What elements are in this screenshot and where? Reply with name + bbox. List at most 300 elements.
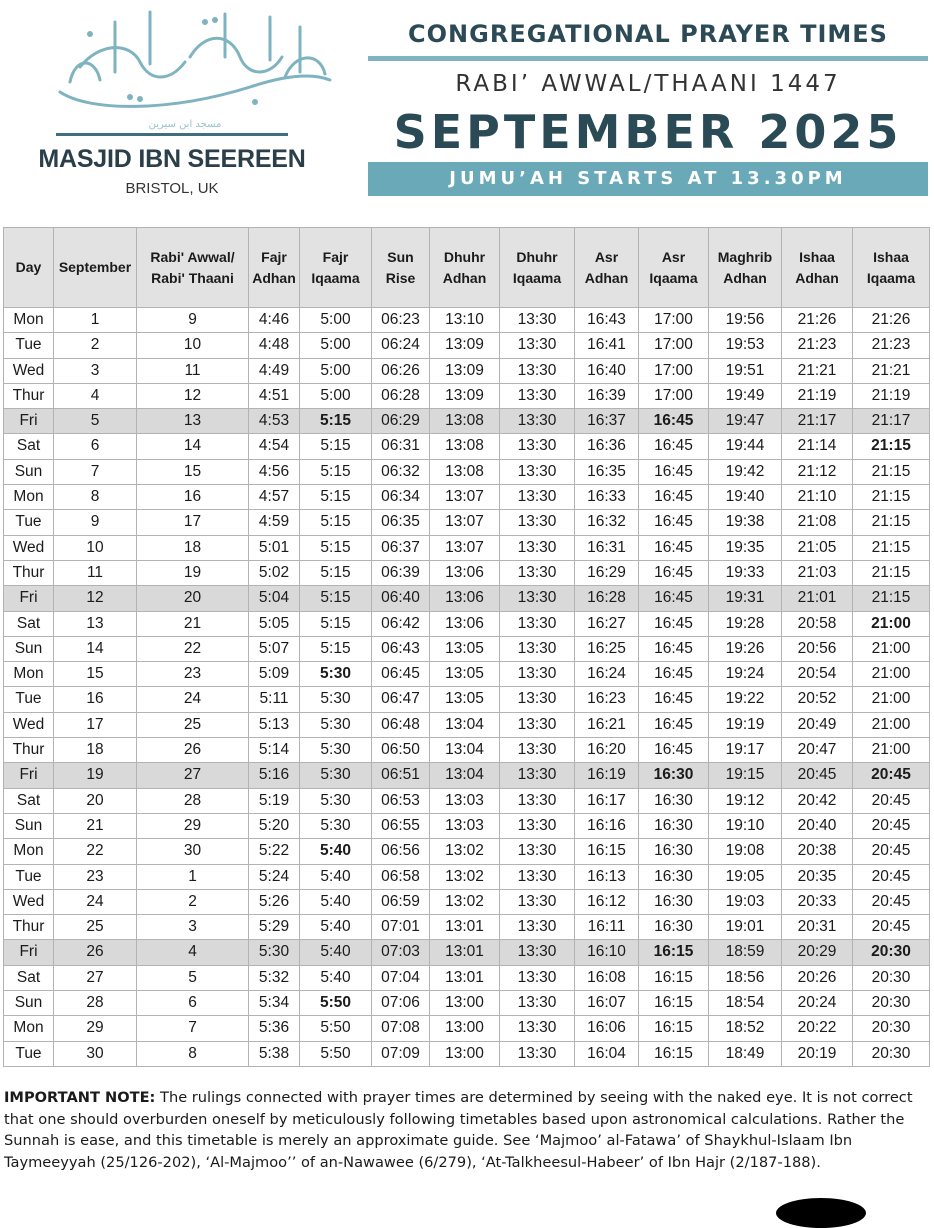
table-cell: 29 (54, 1016, 137, 1041)
table-cell: 11 (137, 358, 249, 383)
table-cell: 5:15 (300, 459, 372, 484)
table-cell: 06:50 (372, 738, 430, 763)
table-cell: 16:39 (575, 383, 639, 408)
table-cell: 21:26 (782, 308, 853, 333)
table-cell: 5:34 (249, 991, 300, 1016)
table-cell: 1 (137, 864, 249, 889)
table-cell: 5:29 (249, 915, 300, 940)
table-cell: 16:17 (575, 788, 639, 813)
table-cell: 19:51 (709, 358, 782, 383)
table-cell: 16:16 (575, 813, 639, 838)
table-cell: 21:14 (782, 434, 853, 459)
table-row (4, 333, 930, 358)
table-cell: Wed (4, 889, 54, 914)
table-cell: 20:30 (853, 965, 930, 990)
table-cell: 5:09 (249, 662, 300, 687)
table-cell: 20:29 (782, 940, 853, 965)
table-cell: 18:56 (709, 965, 782, 990)
table-cell: 06:37 (372, 535, 430, 560)
table-row (4, 687, 930, 712)
table-cell: 16:30 (639, 915, 709, 940)
table-cell: 13:30 (500, 763, 575, 788)
table-cell: Thur (4, 560, 54, 585)
table-cell: 16:25 (575, 636, 639, 661)
table-cell: 13:01 (430, 915, 500, 940)
table-cell: 22 (54, 839, 137, 864)
table-cell: 16:45 (639, 738, 709, 763)
column-header: Ishaa Adhan (782, 228, 853, 308)
table-cell: Thur (4, 915, 54, 940)
table-cell: 21:00 (853, 611, 930, 636)
table-cell: Tue (4, 864, 54, 889)
table-cell: 13:06 (430, 611, 500, 636)
table-cell: 4:57 (249, 485, 300, 510)
table-cell: 20:45 (853, 813, 930, 838)
table-cell: 5:40 (300, 839, 372, 864)
column-header: September (54, 228, 137, 308)
table-cell: 13:07 (430, 485, 500, 510)
table-cell: 4:46 (249, 308, 300, 333)
table-cell: 13:00 (430, 1041, 500, 1066)
table-cell: 20:22 (782, 1016, 853, 1041)
table-cell: 18:59 (709, 940, 782, 965)
table-cell: 13:30 (500, 813, 575, 838)
table-cell: 1 (54, 308, 137, 333)
table-cell: Sat (4, 611, 54, 636)
table-cell: 16:45 (639, 611, 709, 636)
table-cell: 10 (54, 535, 137, 560)
table-cell: 5:15 (300, 485, 372, 510)
table-cell: Tue (4, 687, 54, 712)
table-cell: 20:30 (853, 1041, 930, 1066)
table-cell: 25 (137, 712, 249, 737)
table-cell: 5:13 (249, 712, 300, 737)
table-cell: 4:48 (249, 333, 300, 358)
table-cell: 19:24 (709, 662, 782, 687)
table-cell: Tue (4, 1041, 54, 1066)
table-cell: 5:15 (300, 535, 372, 560)
table-cell: 19:53 (709, 333, 782, 358)
table-cell: 8 (54, 485, 137, 510)
table-cell: 20:26 (782, 965, 853, 990)
table-cell: 06:40 (372, 586, 430, 611)
table-cell: 21 (54, 813, 137, 838)
table-cell: 16:20 (575, 738, 639, 763)
table-cell: 16:45 (639, 662, 709, 687)
table-cell: 19:47 (709, 409, 782, 434)
table-cell: 5:40 (300, 940, 372, 965)
table-cell: 13:06 (430, 560, 500, 585)
table-cell: 5:00 (300, 358, 372, 383)
table-cell: 18:54 (709, 991, 782, 1016)
table-cell: 13:07 (430, 510, 500, 535)
table-cell: 13:30 (500, 864, 575, 889)
table-cell: 27 (54, 965, 137, 990)
table-row (4, 535, 930, 560)
table-cell: 8 (137, 1041, 249, 1066)
table-cell: 13:10 (430, 308, 500, 333)
table-cell: 24 (54, 889, 137, 914)
table-cell: Mon (4, 662, 54, 687)
table-cell: 06:59 (372, 889, 430, 914)
table-cell: 20:30 (853, 991, 930, 1016)
table-cell: 13:30 (500, 965, 575, 990)
table-cell: 5:00 (300, 333, 372, 358)
column-header: Asr Adhan (575, 228, 639, 308)
table-cell: 19:44 (709, 434, 782, 459)
table-cell: 16:11 (575, 915, 639, 940)
table-cell: 5:15 (300, 434, 372, 459)
table-cell: 13:04 (430, 738, 500, 763)
table-cell: 5:02 (249, 560, 300, 585)
table-cell: 13:01 (430, 940, 500, 965)
table-cell: 16:32 (575, 510, 639, 535)
note-text: The rulings connected with prayer times are determined by seeing with the naked eye. It is not correct that one should overburden oneself by meticulously following timetables based upon astronomical calculations. Rather the Sunnah is ease, and this timetable is merely an approximate guide. See ‘Majmoo’ al-Fatawa’ of Shaykhul-Islaam Ibn Taymeeyyah (25/126-202), ‘Al-Majmoo’’ of an-Nawawee (6/279), ‘At-Talkheesul-Habeer’ of Ibn Hajr (2/187-188). (4, 1089, 913, 1171)
table-cell: 16:45 (639, 485, 709, 510)
table-cell: 5:40 (300, 889, 372, 914)
column-header: Asr Iqaama (639, 228, 709, 308)
table-cell: 16:45 (639, 560, 709, 585)
table-row (4, 459, 930, 484)
table-cell: 16:45 (639, 687, 709, 712)
table-cell: 21:19 (782, 383, 853, 408)
table-cell: Wed (4, 535, 54, 560)
table-cell: 13:09 (430, 333, 500, 358)
table-cell: 18 (54, 738, 137, 763)
table-cell: 16:30 (639, 864, 709, 889)
page-title: CONGREGATIONAL PRAYER TIMES (408, 20, 888, 48)
header (0, 0, 934, 222)
table-cell: 12 (54, 586, 137, 611)
table-cell: Mon (4, 308, 54, 333)
column-header: Fajr Iqaama (300, 228, 372, 308)
table-cell: 16:30 (639, 788, 709, 813)
table-cell: 20:58 (782, 611, 853, 636)
table-cell: 4 (54, 383, 137, 408)
logo-arabic-text: مسجد ابن سيرين (148, 119, 222, 130)
table-cell: 13:02 (430, 839, 500, 864)
table-cell: 5:11 (249, 687, 300, 712)
table-cell: 16:45 (639, 535, 709, 560)
table-cell: 16 (137, 485, 249, 510)
table-cell: 06:26 (372, 358, 430, 383)
table-cell: 16:15 (639, 991, 709, 1016)
table-cell: 06:45 (372, 662, 430, 687)
table-cell: 5:14 (249, 738, 300, 763)
table-cell: 9 (137, 308, 249, 333)
prayer-times-table (3, 227, 930, 1067)
table-cell: 19:38 (709, 510, 782, 535)
table-cell: 19:49 (709, 383, 782, 408)
table-cell: 13:01 (430, 965, 500, 990)
table-cell: 20:49 (782, 712, 853, 737)
table-cell: 5:24 (249, 864, 300, 889)
table-cell: 9 (54, 510, 137, 535)
table-cell: 13:30 (500, 839, 575, 864)
table-cell: 06:34 (372, 485, 430, 510)
table-cell: 17:00 (639, 333, 709, 358)
table-cell: 17 (137, 510, 249, 535)
table-cell: Tue (4, 510, 54, 535)
table-cell: 16:07 (575, 991, 639, 1016)
table-cell: 25 (54, 915, 137, 940)
table-cell: 21:05 (782, 535, 853, 560)
table-cell: 06:56 (372, 839, 430, 864)
table-cell: 13:07 (430, 535, 500, 560)
table-cell: 21:01 (782, 586, 853, 611)
column-header: Day (4, 228, 54, 308)
table-cell: 06:29 (372, 409, 430, 434)
table-cell: 20:45 (853, 864, 930, 889)
table-cell: 20:38 (782, 839, 853, 864)
table-cell: 16:13 (575, 864, 639, 889)
table-cell: 16:37 (575, 409, 639, 434)
table-row (4, 485, 930, 510)
column-header: Dhuhr Iqaama (500, 228, 575, 308)
table-cell: 13:05 (430, 687, 500, 712)
table-cell: 19:28 (709, 611, 782, 636)
table-cell: 17:00 (639, 358, 709, 383)
table-cell: 16:06 (575, 1016, 639, 1041)
table-cell: 13:30 (500, 308, 575, 333)
table-cell: 19:19 (709, 712, 782, 737)
jumuah-banner (368, 162, 928, 196)
table-cell: 5:36 (249, 1016, 300, 1041)
gregorian-month: SEPTEMBER 2025 (393, 105, 903, 159)
table-cell: 16:40 (575, 358, 639, 383)
table-cell: Sun (4, 459, 54, 484)
table-cell: 19:08 (709, 839, 782, 864)
table-cell: 06:48 (372, 712, 430, 737)
table-cell: 4:51 (249, 383, 300, 408)
table-cell: 21:17 (853, 409, 930, 434)
table-cell: 06:42 (372, 611, 430, 636)
table-cell: 16:41 (575, 333, 639, 358)
table-cell: Fri (4, 763, 54, 788)
table-cell: 13:06 (430, 586, 500, 611)
table-cell: 16:45 (639, 510, 709, 535)
table-cell: 19:05 (709, 864, 782, 889)
table-cell: 13 (54, 611, 137, 636)
table-cell: 12 (137, 383, 249, 408)
table-cell: 13:30 (500, 560, 575, 585)
table-cell: 5:30 (300, 712, 372, 737)
table-cell: Sun (4, 991, 54, 1016)
table-cell: 5:01 (249, 535, 300, 560)
masjid-logo (20, 2, 350, 132)
table-cell: 21:15 (853, 560, 930, 585)
table-cell: 20:47 (782, 738, 853, 763)
table-cell: 13:30 (500, 662, 575, 687)
table-cell: 5:19 (249, 788, 300, 813)
table-cell: 13:30 (500, 586, 575, 611)
table-cell: 3 (54, 358, 137, 383)
table-cell: 13:08 (430, 434, 500, 459)
table-row (4, 915, 930, 940)
table-body (4, 308, 930, 1067)
table-cell: 5:15 (300, 560, 372, 585)
table-cell: 16:29 (575, 560, 639, 585)
table-cell: 06:43 (372, 636, 430, 661)
table-cell: 21:21 (853, 358, 930, 383)
table-cell: 13:02 (430, 889, 500, 914)
table-cell: 17 (54, 712, 137, 737)
table-cell: 3 (137, 915, 249, 940)
table-cell: 13:30 (500, 991, 575, 1016)
table-cell: 5:30 (300, 763, 372, 788)
table-cell: 06:31 (372, 434, 430, 459)
table-cell: 20:40 (782, 813, 853, 838)
table-row (4, 813, 930, 838)
table-cell: 5 (137, 965, 249, 990)
table-cell: Sun (4, 636, 54, 661)
table-row (4, 991, 930, 1016)
table-row (4, 864, 930, 889)
prayer-times-table-wrap (3, 227, 930, 1067)
table-row (4, 940, 930, 965)
table-cell: 21:03 (782, 560, 853, 585)
table-cell: 16:12 (575, 889, 639, 914)
table-cell: 21:00 (853, 662, 930, 687)
table-cell: 5:30 (300, 788, 372, 813)
table-cell: 13:04 (430, 712, 500, 737)
table-cell: 06:51 (372, 763, 430, 788)
table-cell: 5:50 (300, 1041, 372, 1066)
table-cell: 19:12 (709, 788, 782, 813)
table-cell: 16:45 (639, 636, 709, 661)
table-cell: 06:47 (372, 687, 430, 712)
table-cell: 21 (137, 611, 249, 636)
masjid-city: BRISTOL, UK (125, 180, 219, 197)
table-cell: 11 (54, 560, 137, 585)
table-cell: 21:00 (853, 636, 930, 661)
table-cell: 13:30 (500, 611, 575, 636)
table-cell: 21:00 (853, 738, 930, 763)
table-cell: 19 (54, 763, 137, 788)
table-cell: 06:23 (372, 308, 430, 333)
table-cell: 13:05 (430, 662, 500, 687)
table-cell: 29 (137, 813, 249, 838)
table-row (4, 434, 930, 459)
table-cell: 2 (54, 333, 137, 358)
table-cell: 19:33 (709, 560, 782, 585)
table-cell: 16:45 (639, 712, 709, 737)
table-cell: 20:52 (782, 687, 853, 712)
table-cell: 19:01 (709, 915, 782, 940)
table-cell: Fri (4, 409, 54, 434)
table-cell: 5:40 (300, 915, 372, 940)
table-cell: 2 (137, 889, 249, 914)
table-cell: 14 (54, 636, 137, 661)
table-cell: 06:58 (372, 864, 430, 889)
table-cell: 13 (137, 409, 249, 434)
table-cell: Mon (4, 839, 54, 864)
table-cell: 21:26 (853, 308, 930, 333)
table-cell: Mon (4, 1016, 54, 1041)
table-cell: 13:30 (500, 510, 575, 535)
table-cell: 13:09 (430, 383, 500, 408)
table-cell: 4:53 (249, 409, 300, 434)
table-cell: 4:56 (249, 459, 300, 484)
table-cell: 5:32 (249, 965, 300, 990)
table-row (4, 308, 930, 333)
table-cell: 18:49 (709, 1041, 782, 1066)
table-cell: Wed (4, 358, 54, 383)
column-header: Dhuhr Adhan (430, 228, 500, 308)
table-cell: 5 (54, 409, 137, 434)
table-cell: 16:04 (575, 1041, 639, 1066)
table-cell: 7 (137, 1016, 249, 1041)
table-cell: 22 (137, 636, 249, 661)
table-cell: 20:33 (782, 889, 853, 914)
table-cell: 5:30 (300, 813, 372, 838)
table-cell: 13:03 (430, 813, 500, 838)
table-cell: Mon (4, 485, 54, 510)
table-cell: 16:33 (575, 485, 639, 510)
table-cell: 13:30 (500, 712, 575, 737)
table-cell: 21:15 (853, 459, 930, 484)
table-cell: 07:01 (372, 915, 430, 940)
table-cell: 06:35 (372, 510, 430, 535)
logo-divider (56, 133, 288, 136)
table-cell: 6 (137, 991, 249, 1016)
hijri-months: RABI’ AWWAL/THAANI 1447 (455, 71, 841, 97)
table-cell: 16:30 (639, 889, 709, 914)
table-row (4, 712, 930, 737)
table-cell: 19:15 (709, 763, 782, 788)
table-cell: 26 (137, 738, 249, 763)
table-cell: 5:40 (300, 864, 372, 889)
table-cell: 21:23 (782, 333, 853, 358)
table-cell: 19:03 (709, 889, 782, 914)
table-cell: Sat (4, 965, 54, 990)
table-cell: 5:22 (249, 839, 300, 864)
table-cell: 06:39 (372, 560, 430, 585)
table-cell: 19:56 (709, 308, 782, 333)
table-row (4, 889, 930, 914)
table-cell: 21:00 (853, 687, 930, 712)
table-cell: Thur (4, 383, 54, 408)
table-cell: 16:30 (639, 813, 709, 838)
table-row (4, 383, 930, 408)
table-cell: 13:30 (500, 434, 575, 459)
table-cell: 16 (54, 687, 137, 712)
table-cell: 21:15 (853, 510, 930, 535)
table-cell: 16:30 (639, 763, 709, 788)
table-cell: 16:15 (639, 1041, 709, 1066)
table-cell: 06:28 (372, 383, 430, 408)
table-cell: 16:23 (575, 687, 639, 712)
table-cell: 5:40 (300, 965, 372, 990)
table-cell: 16:43 (575, 308, 639, 333)
column-header: Rabi' Awwal/ Rabi' Thaani (137, 228, 249, 308)
column-header: Maghrib Adhan (709, 228, 782, 308)
table-cell: 13:08 (430, 409, 500, 434)
table-row (4, 409, 930, 434)
table-cell: Wed (4, 712, 54, 737)
table-cell: 19:31 (709, 586, 782, 611)
table-cell: 19 (137, 560, 249, 585)
table-cell: 21:15 (853, 586, 930, 611)
table-cell: 16:45 (639, 434, 709, 459)
table-cell: 27 (137, 763, 249, 788)
table-cell: 13:30 (500, 535, 575, 560)
table-cell: 16:10 (575, 940, 639, 965)
table-cell: 21:19 (853, 383, 930, 408)
table-cell: 5:15 (300, 409, 372, 434)
table-row (4, 662, 930, 687)
table-cell: 5:30 (300, 662, 372, 687)
